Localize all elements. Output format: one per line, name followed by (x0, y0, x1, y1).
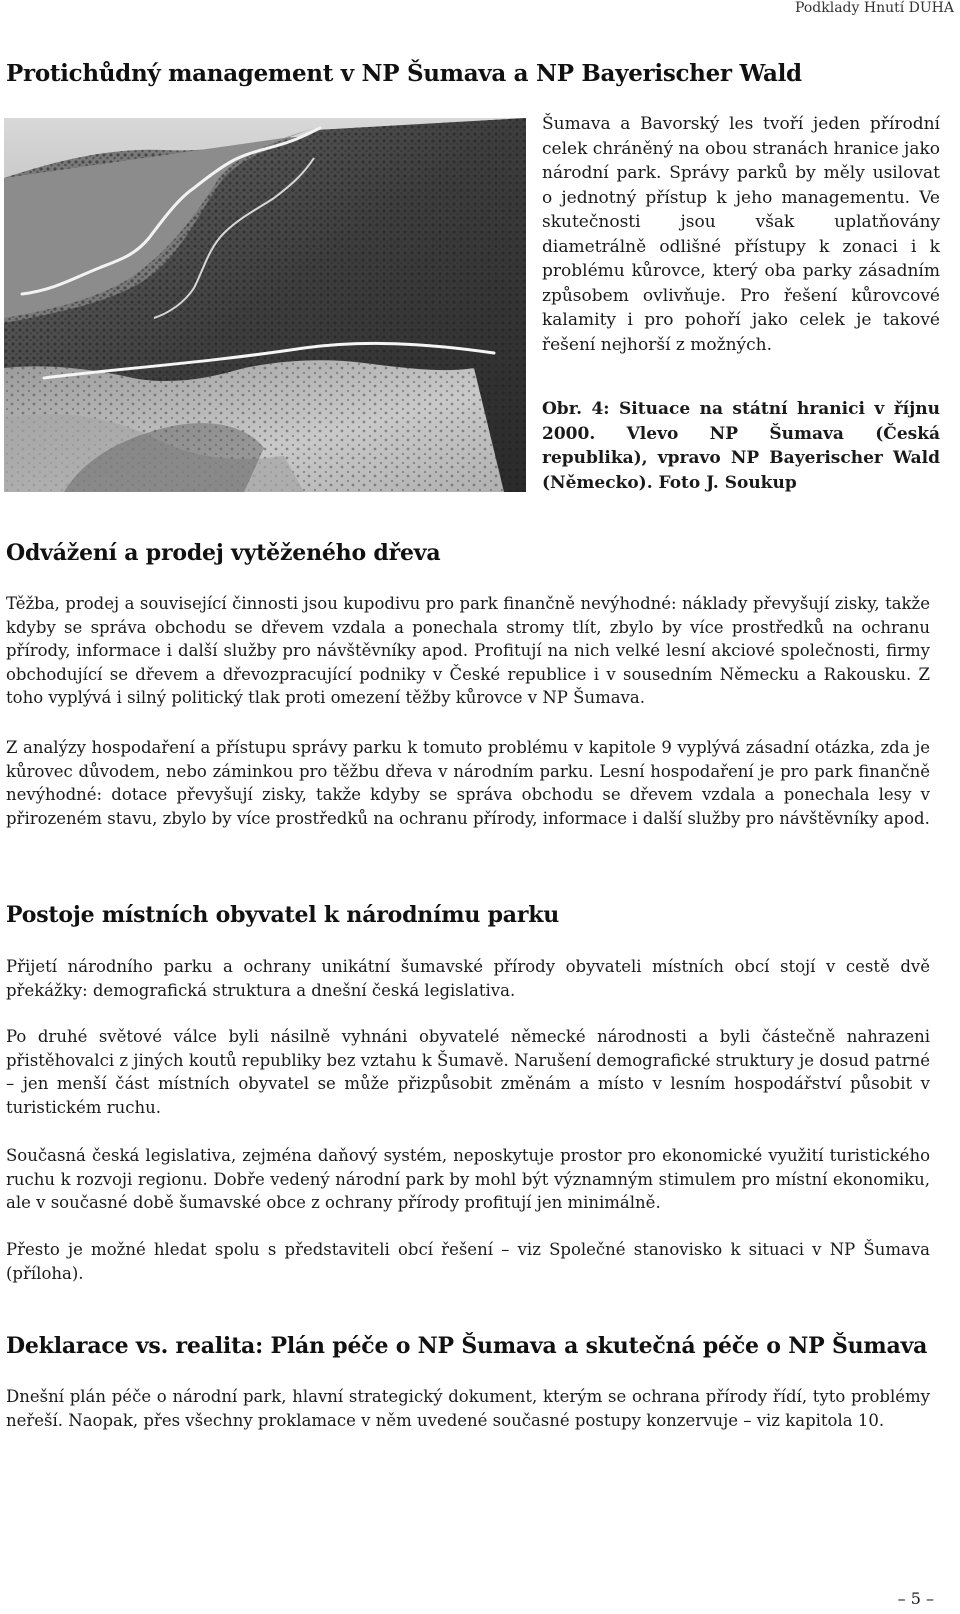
paragraph: Dnešní plán péče o národní park, hlavní strategický dokument, kterým se ochrana přírody řídí, tyto problémy neřeší. Naopak, přes všechny proklamace v něm uvedené současné postupy konzervuje – viz kapitola 10. (6, 1387, 930, 1430)
paragraph: Přijetí národního parku a ochrany unikátní šumavské přírody obyvateli místních obcí stojí v cestě dvě překážky: demografická struktura a dnešní česká legislativa. (6, 957, 930, 1000)
section-title-management: Protichůdný management v NP Šumava a NP Bayerischer Wald (6, 60, 802, 87)
paragraph: Těžba, prodej a související činnosti jsou kupodivu pro park finančně nevýhodné: náklady převyšují zisky, takže kdyby se správa obchodu se dřevem vzdala a ponechala stromy tlít, zbylo by více prostředků na ochranu přírody, informace i další služby pro návštěvníky apod. Profitují na nich velké lesní akciové společnosti, firmy obchodující se dřevem a dřevozpracující podniky v České republice i v sousedním Německu a Rakousku. Z toho vyplývá i silný politický tlak proti omezení těžby kůrovce v NP Šumava. (6, 594, 930, 707)
paragraph: Z analýzy hospodaření a přístupu správy parku k tomuto problému v kapitole 9 vyplývá zásadní otázka, zda je kůrovec důvodem, nebo záminkou pro těžbu dřeva v národním parku. Lesní hospodaření je pro park finančně nevýhodné: dotace převyšují zisky, takže kdyby se správa obchodu se dřevem vzdala a ponechala lesy v přirozeném stavu, zbylo by více prostředků na ochranu přírody, informace i další služby pro návštěvníky apod. (6, 738, 930, 828)
figure-caption: Obr. 4: Situace na státní hranici v říjnu 2000. Vlevo NP Šumava (Česká republika), vpravo NP Bayerischer Wald (Německo). Foto J. Soukup (542, 399, 940, 493)
border-aerial-photo (4, 118, 526, 492)
paragraph: Po druhé světové válce byli násilně vyhnáni obyvatelé německé národnosti a byli částečně nahrazeni přistěhovalci z jiných koutů republiky bez vztahu k Šumavě. Narušení demografické struktury je dosud patrné – jen menší část místních obyvatel se může přizpůsobit změnám a místo v lesním hospodářství působit v turistickém ruchu. (6, 1027, 930, 1117)
section-title-residents: Postoje místních obyvatel k národnímu parku (6, 902, 560, 928)
section-title-timber: Odvážení a prodej vytěženého dřeva (6, 540, 441, 566)
section-title-declaration: Deklarace vs. realita: Plán péče o NP Šumava a skutečná péče o NP Šumava (6, 1333, 928, 1359)
paragraph: Přesto je možné hledat spolu s představiteli obcí řešení – viz Společné stanovisko k situaci v NP Šumava (příloha). (6, 1240, 930, 1283)
paragraph: Současná česká legislativa, zejména daňový systém, neposkytuje prostor pro ekonomické využití turistického ruchu k rozvoji regionu. Dobře vedený národní park by mohl být významným stimulem pro místní ekonomiku, ale v současné době šumavské obce z ochrany přírody profitují jen minimálně. (6, 1146, 930, 1212)
page-number: – 5 – (897, 1589, 934, 1608)
section-intro-text: Šumava a Bavorský les tvoří jeden přírodní celek chráněný na obou stranách hranice jako národní park. Správy parků by měly usilovat o jednotný přístup k jeho managementu. Ve skutečnosti jsou však uplatňovány diametrálně odlišné přístupy k zonaci i k problému kůrovce, který oba parky zásadním způsobem ovlivňuje. Pro řešení kůrovcové kalamity i pro pohoří jako celek je takové řešení nejhorší z možných. (542, 114, 940, 355)
running-head: Podklady Hnutí DUHA (794, 0, 954, 16)
